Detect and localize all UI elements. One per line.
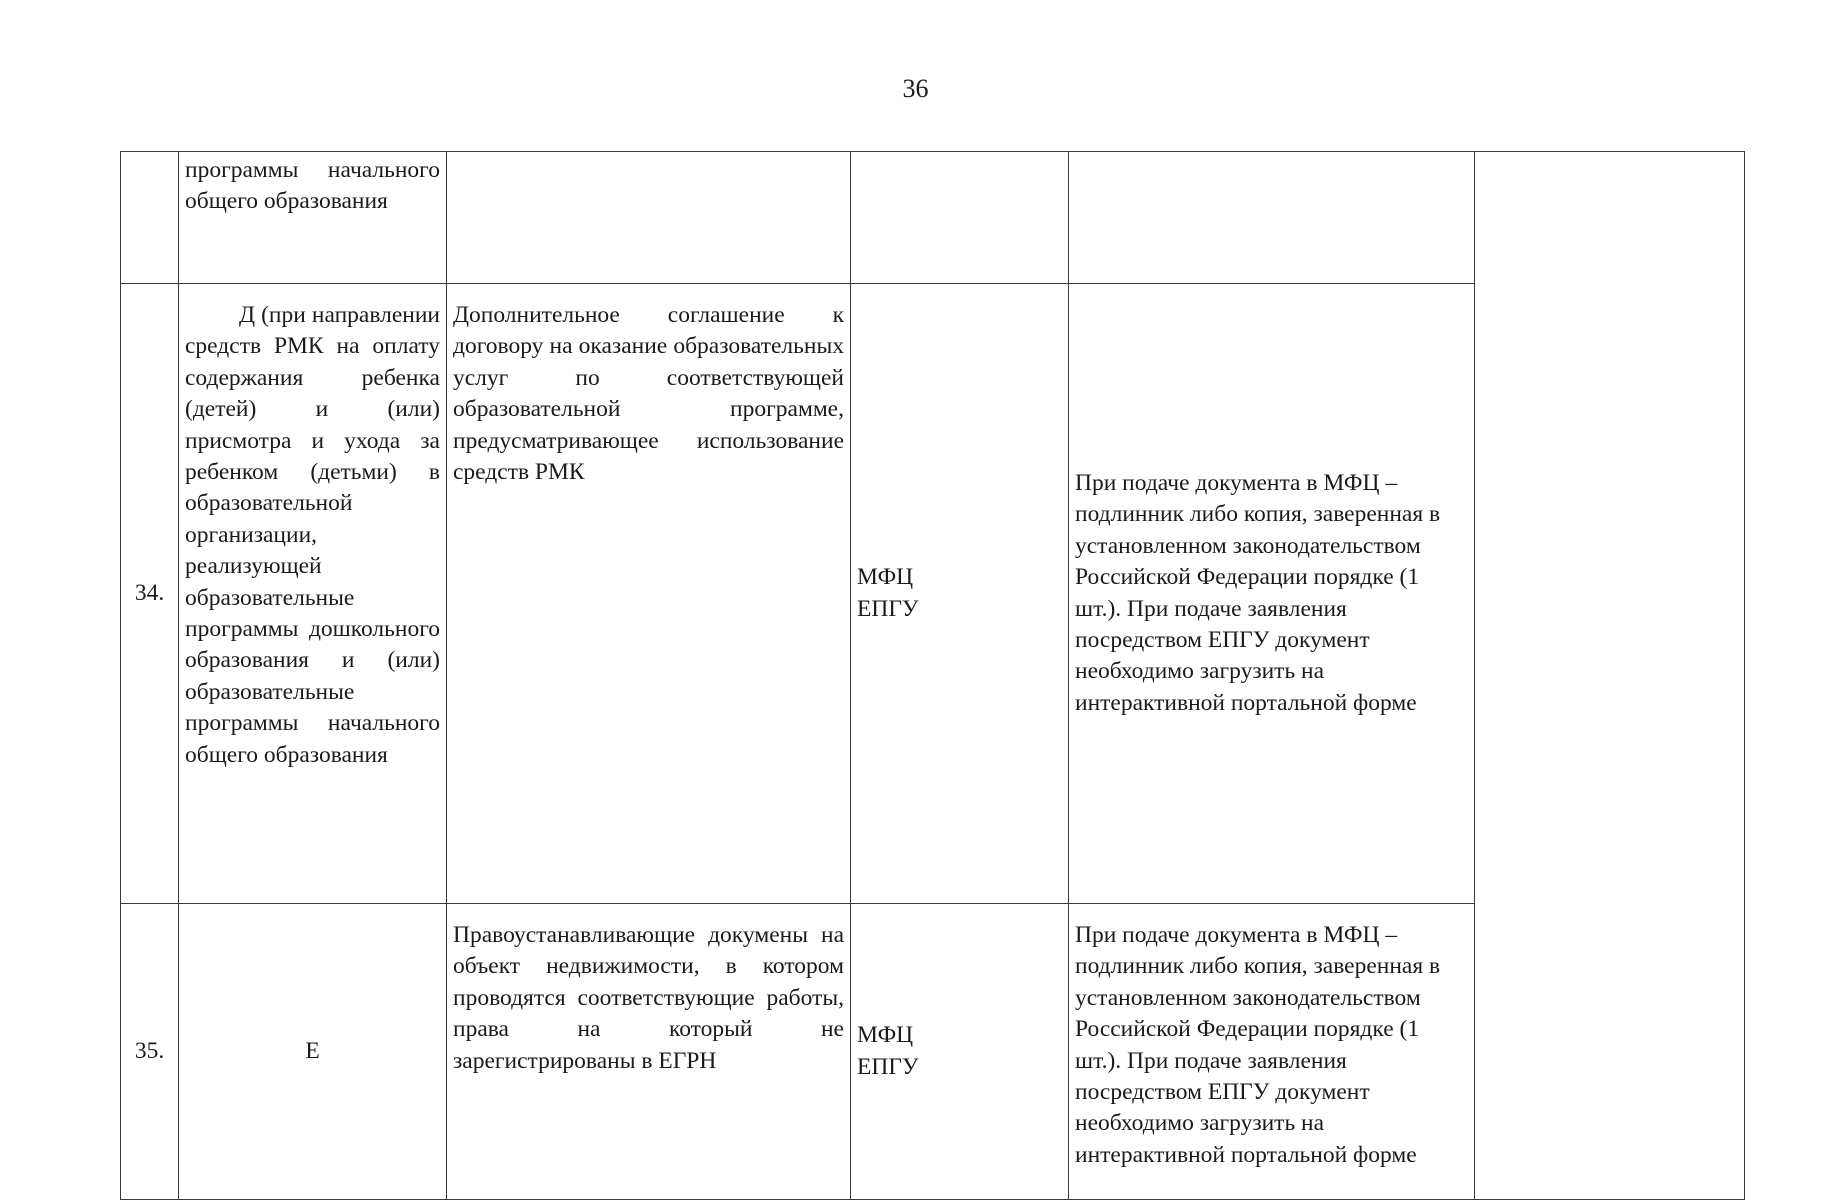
submission-cell	[851, 152, 1069, 284]
requirements-cell: При подаче документа в МФЦ – подлинник либо копия, заверенная в установленном законодательством Российской Федерации порядке (1 шт.). При подаче заявления посредством ЕПГУ документ необходимо загрузить на интерактивной портальной форме	[1069, 904, 1475, 1200]
last-column-cell	[1475, 152, 1745, 1200]
submission-cell: МФЦ ЕПГУ	[851, 284, 1069, 904]
requirements-cell	[1069, 152, 1475, 284]
row-number-cell: 34.	[121, 284, 179, 904]
requirements-cell: При подаче документа в МФЦ – подлинник либо копия, заверенная в установленном законодательством Российской Федерации порядке (1 шт.). При подаче заявления посредством ЕПГУ документ необходимо загрузить на интерактивной портальной форме	[1069, 284, 1475, 904]
page-number: 36	[902, 74, 929, 103]
document-cell: Дополнительное соглашение к договору на оказание образовательных услуг по соответствующей образовательной программе, предусматривающее использование средств РМК	[447, 284, 851, 904]
documents-table	[120, 151, 1745, 1200]
row-number-cell	[121, 152, 179, 284]
row-number-cell: 35.	[121, 904, 179, 1200]
submission-cell: МФЦ ЕПГУ	[851, 904, 1069, 1200]
document-cell: Правоустанавливающие докумены на объект недвижимости, в котором проводятся соответствующие работы, права на который не зарегистрированы в ЕГРН	[447, 904, 851, 1200]
category-cell: программы начального общего образования	[179, 152, 447, 284]
category-cell: Д (при направлении средств РМК на оплату содержания ребенка (детей) и (или) присмотра и ухода за ребенком (детьми) в образовательной организации, реализующей образовательные программы дошкольного образования и (или) образовательные программы начального общего образования	[179, 284, 447, 904]
category-cell: Е	[179, 904, 447, 1200]
table-row	[121, 152, 1745, 284]
document-cell	[447, 152, 851, 284]
